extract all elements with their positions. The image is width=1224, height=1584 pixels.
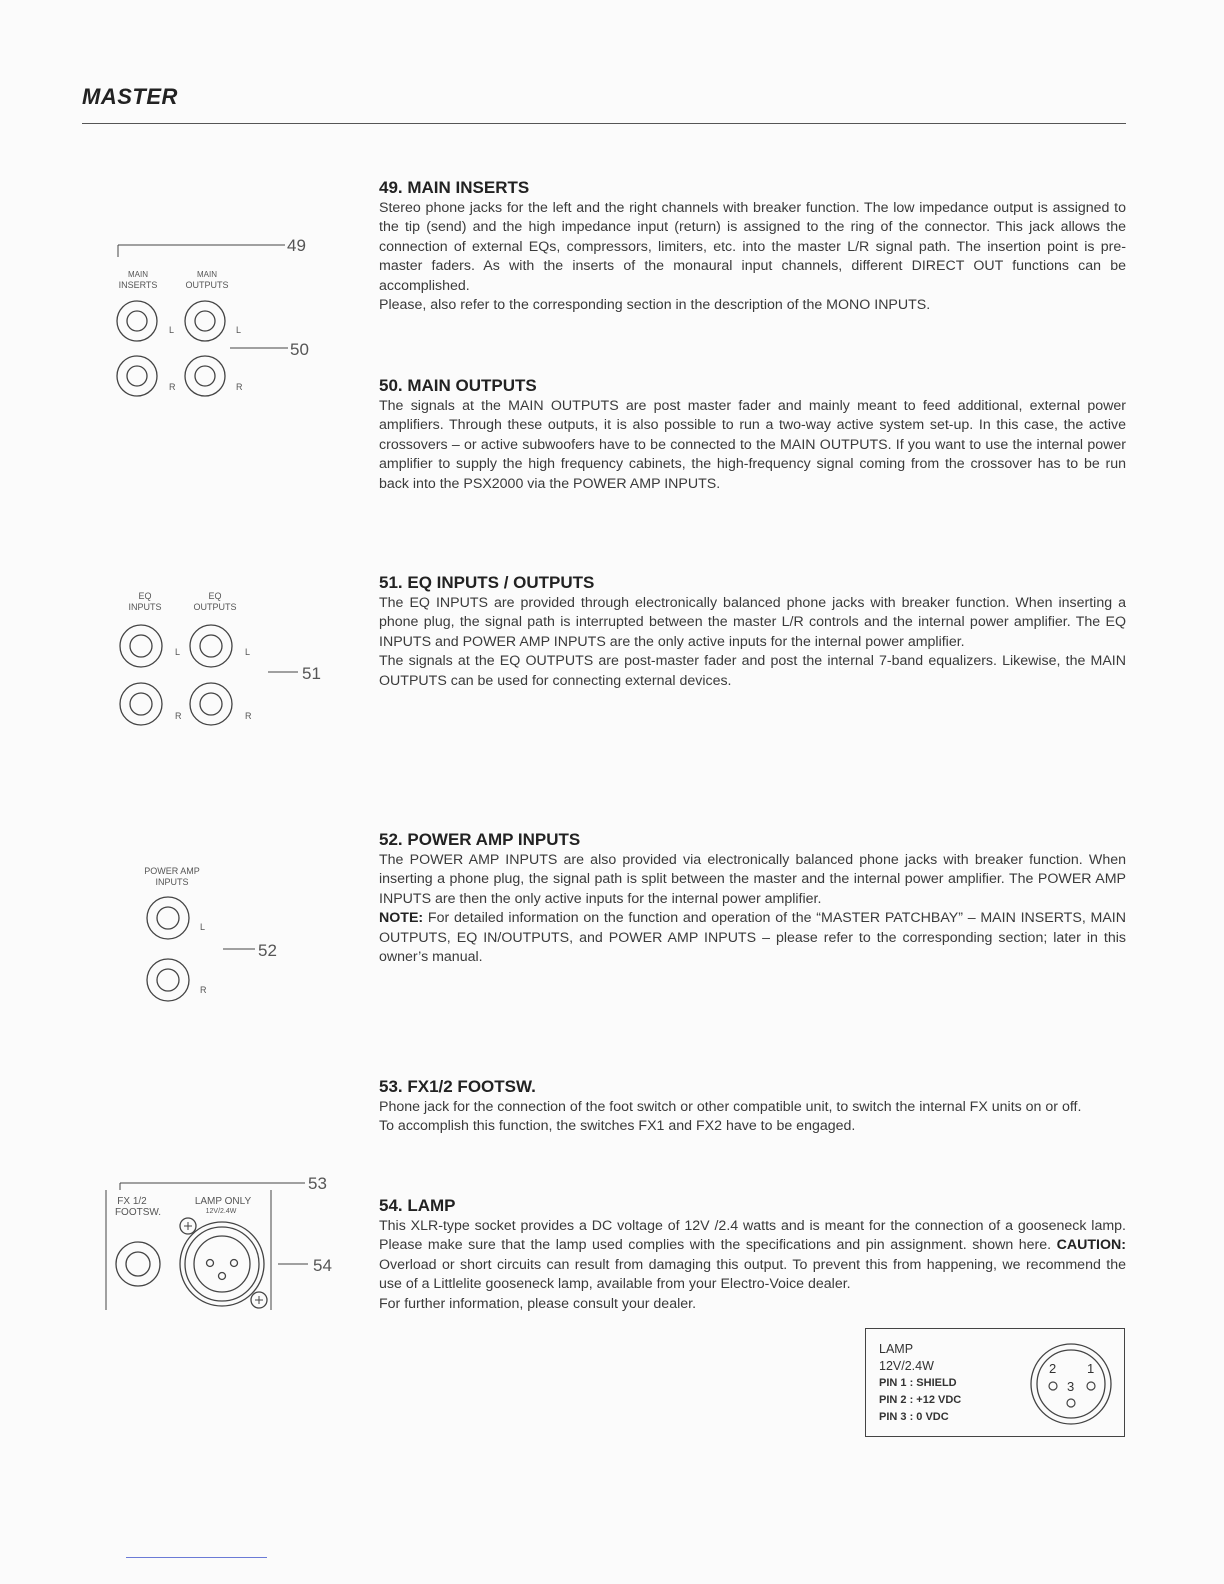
jack-l-label: L — [175, 647, 181, 657]
section-heading: 49. MAIN INSERTS — [379, 178, 530, 197]
label-lamp-rating: 12V/2.4W — [205, 1208, 237, 1215]
label-power-amp-2: INPUTS — [155, 877, 189, 887]
header-rule — [82, 123, 1126, 124]
section-fx-footsw — [379, 1077, 1126, 1137]
callout-54: 54 — [313, 1256, 332, 1275]
callout-52: 52 — [258, 941, 277, 960]
jack-l-label: L — [200, 922, 206, 932]
section-eq-inputs-outputs — [379, 573, 1126, 691]
callout-51: 51 — [302, 664, 321, 683]
section-paragraph: The POWER AMP INPUTS are also provided via electronically balanced phone jacks with breaker function. When inserting a phone plug, the signal path is split between the master and the internal power amplifier. The POWER AMP INPUTS are then the only active inputs for the internal power amplifier. — [379, 852, 1126, 907]
section-paragraph: To accomplish this function, the switches FX1 and FX2 have to be engaged. — [379, 1118, 856, 1135]
section-paragraph: Stereo phone jacks for the left and the right channels with breaker function. The low impedance output is assigned to the tip (send) and the high impedance input (return) is assigned to the ring of the connector. This jack allows the connection of external EQs, compressors, limiters, etc. into the master L/R signal path. The insertion point is pre-master faders. As with the inserts of the monaural input channels, different DIRECT OUT functions can be accomplished. — [379, 200, 1126, 294]
lamp-pin-box — [865, 1328, 1125, 1437]
lamp-box-title: LAMP — [879, 1342, 914, 1356]
diagram-eq-jacks — [90, 585, 330, 740]
label-eq-out-2: OUTPUTS — [193, 602, 237, 612]
lamp-pin-1: PIN 1 : SHIELD — [879, 1377, 957, 1389]
note-paragraph — [379, 909, 1126, 967]
jack-r-label: R — [200, 985, 207, 995]
jack-r-label: R — [169, 382, 176, 392]
section-paragraph: The EQ INPUTS are provided through electronically balanced phone jacks with breaker function. When inserting a phone plug, the signal path is interrupted between the master L/R controls and the internal power amplifier. The EQ INPUTS and POWER AMP INPUTS are the only active inputs for the internal power amplifier. — [379, 595, 1126, 650]
lamp-pin-3: PIN 3 : 0 VDC — [879, 1411, 949, 1423]
section-power-amp-inputs — [379, 830, 1126, 967]
lamp-text-before: This XLR-type socket provides a DC voltage of 12V /2.4 watts and is meant for the connection of a gooseneck lamp. Please make sure that the lamp used complies with the specifications and pin assignment. shown here. — [379, 1218, 1126, 1254]
section-paragraph: The signals at the EQ OUTPUTS are post-master fader and post the internal 7-band equalizers. Likewise, the MAIN OUTPUTS can be used for connecting external devices. — [379, 653, 1126, 689]
jack-r-label: R — [245, 711, 252, 721]
lamp-text-after: Overload or short circuits can result from damaging this output. To prevent this from happening, we recommend the use of a Littlelite gooseneck lamp, available from your Electro-Voice dealer. — [379, 1256, 1126, 1293]
label-eq-out-1: EQ — [208, 591, 222, 601]
section-lamp — [379, 1196, 1126, 1314]
footer-link-line — [126, 1557, 267, 1558]
label-eq-in-2: INPUTS — [128, 602, 162, 612]
section-paragraph: Please, also refer to the corresponding section in the description of the MONO INPUTS. — [379, 297, 931, 314]
section-main-inserts — [379, 178, 1126, 315]
caution-label: CAUTION: — [1056, 1237, 1126, 1254]
section-paragraph: For further information, please consult your dealer. — [379, 1295, 697, 1312]
label-main-inserts-1: MAIN — [128, 270, 148, 279]
section-heading: 52. POWER AMP INPUTS — [379, 830, 581, 849]
section-heading: 51. EQ INPUTS / OUTPUTS — [379, 573, 595, 592]
section-heading: 53. FX1/2 FOOTSW. — [379, 1077, 536, 1096]
diagram-main-jacks — [90, 225, 330, 410]
jack-r-label: R — [236, 382, 243, 392]
section-main-outputs — [379, 376, 1126, 494]
label-main-outputs-2: OUTPUTS — [185, 280, 229, 290]
label-footsw: FOOTSW. — [114, 1207, 162, 1218]
jack-l-label: L — [236, 325, 242, 335]
callout-49: 49 — [287, 236, 306, 255]
callout-50: 50 — [290, 340, 309, 359]
section-heading: 50. MAIN OUTPUTS — [379, 376, 537, 395]
label-main-inserts-2: INSERTS — [118, 280, 158, 290]
label-power-amp-1: POWER AMP — [144, 866, 200, 876]
diagram-power-amp-jacks — [90, 860, 330, 1025]
page-title: MASTER — [82, 84, 178, 109]
jack-r-label: R — [175, 711, 182, 721]
jack-l-label: L — [245, 647, 251, 657]
pin-hole — [1067, 1399, 1075, 1407]
callout-53: 53 — [308, 1174, 327, 1193]
xlr-pin-diagram — [1026, 1339, 1116, 1429]
jack-l-label: L — [169, 325, 175, 335]
section-heading: 54. LAMP — [379, 1196, 456, 1215]
pin-number-3: 3 — [1067, 1379, 1075, 1394]
pin-hole — [1049, 1382, 1057, 1390]
section-paragraph: The signals at the MAIN OUTPUTS are post master fader and mainly meant to feed additional, external power amplifiers. Through these outputs, it is also possible to run a two-way active system set-up. In this case, the active crossovers – or active subwoofers have to be connected to the MAIN OUTPUTS. If you want to use the internal power amplifier to supply the high frequency cabinets, the high-frequency signal coming from the crossover has to be run back into the PSX2000 via the POWER AMP INPUTS. — [379, 398, 1126, 492]
pin-number-2: 2 — [1049, 1361, 1057, 1376]
section-paragraph — [379, 1217, 1126, 1295]
label-fx: FX 1/2 — [117, 1196, 147, 1207]
diagram-fx-lamp — [100, 1168, 350, 1323]
section-paragraph: Phone jack for the connection of the foot switch or other compatible unit, to switch the internal FX units on or off. — [379, 1099, 1082, 1115]
lamp-box-rating: 12V/2.4W — [879, 1359, 934, 1373]
label-main-outputs-1: MAIN — [197, 270, 217, 279]
pin-number-1: 1 — [1087, 1361, 1095, 1376]
label-lamp-only: LAMP ONLY — [194, 1196, 252, 1207]
note-label: NOTE: — [379, 910, 424, 927]
lamp-pin-2: PIN 2 : +12 VDC — [879, 1394, 962, 1406]
pin-hole — [1087, 1382, 1095, 1390]
note-text: For detailed information on the function and operation of the “MASTER PATCHBAY” – MAIN INSERTS, MAIN OUTPUTS, EQ IN/OUTPUTS, and POWER AMP INPUTS – please refer to the corresponding section; later in this owner’s manual. — [379, 910, 1126, 966]
label-eq-in-1: EQ — [138, 591, 152, 601]
